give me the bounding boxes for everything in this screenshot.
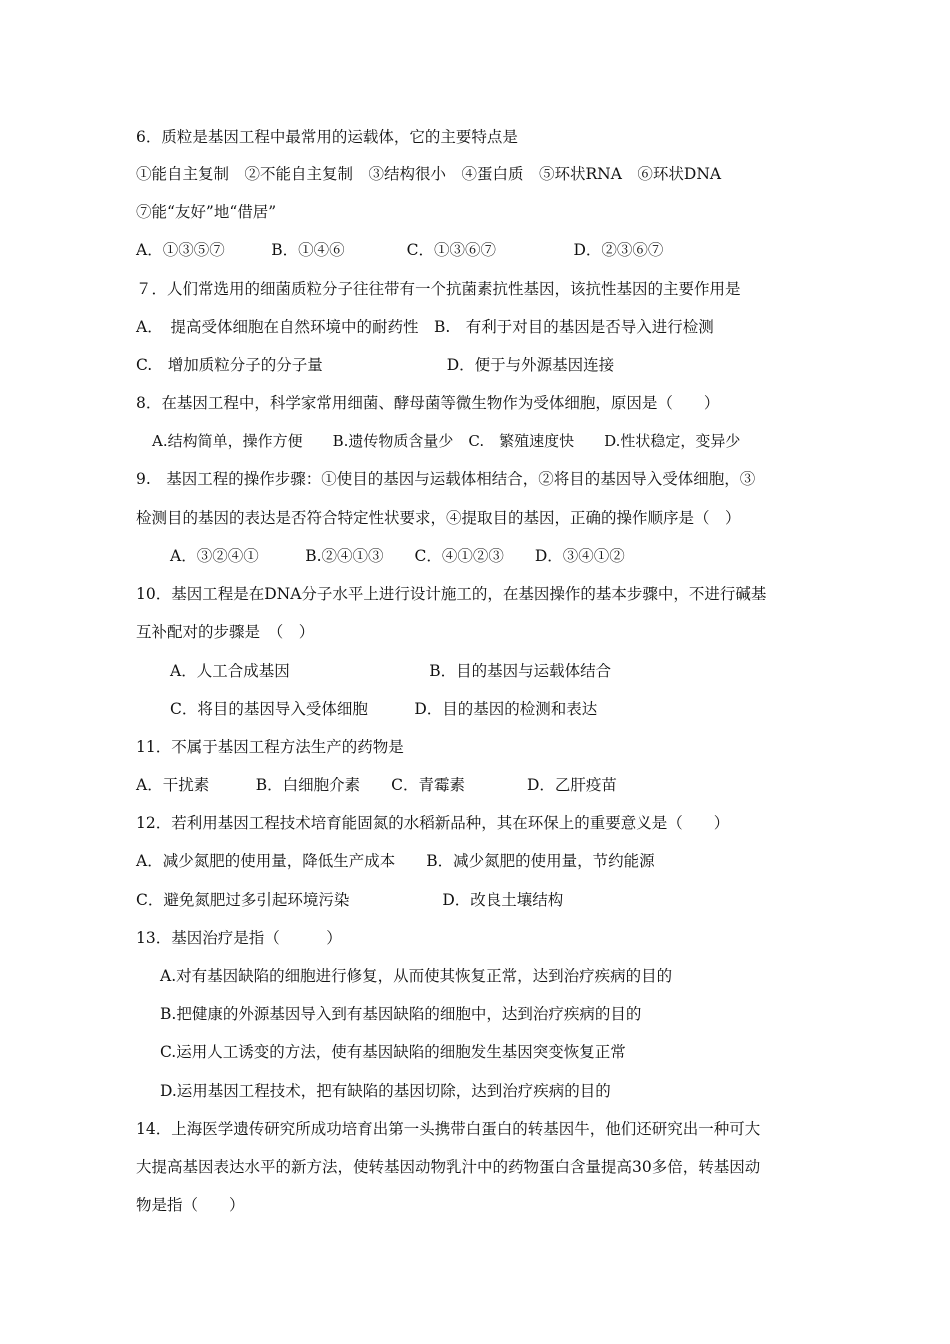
q13-option-a: A.对有基因缺陷的细胞进行修复，从而使其恢复正常，达到治疗疾病的目的: [160, 967, 673, 985]
q6-items-cont: ⑦能“友好”地“借居”: [136, 203, 277, 221]
q7-stem: ７．人们常选用的细菌质粒分子往往带有一个抗菌素抗性基因，该抗性基因的主要作用是: [136, 280, 741, 298]
q6-items: ①能自主复制 ②不能自主复制 ③结构很小 ④蛋白质 ⑤环状RNA ⑥环状DNA: [136, 165, 722, 183]
q12-stem: 12．若利用基因工程技术培育能固氮的水稻新品种，其在环保上的重要意义是（ ）: [136, 814, 730, 832]
q13-option-d: D.运用基因工程技术，把有缺陷的基因切除，达到治疗疾病的目的: [160, 1082, 611, 1100]
q9-stem-line2: 检测目的基因的表达是否符合特定性状要求，④提取目的基因，正确的操作顺序是（ ）: [136, 509, 741, 527]
q14-stem-line3: 物是指（ ）: [136, 1196, 245, 1214]
q10-options-cd: C．将目的基因导入受体细胞 D．目的基因的检测和表达: [170, 700, 598, 718]
q9-options: A．③②④① B.②④①③ C．④①②③ D．③④①②: [170, 547, 625, 565]
q12-options-cd: C．避免氮肥过多引起环境污染 D．改良土壤结构: [136, 891, 564, 909]
q7-options-ab: A． 提高受体细胞在自然环境中的耐药性 B. 有利于对目的基因是否导入进行检测: [136, 318, 714, 336]
q10-stem-line1: 10．基因工程是在DNA分子水平上进行设计施工的，在基因操作的基本步骤中，不进行碱基: [136, 585, 767, 603]
q13-option-b: B.把健康的外源基因导入到有基因缺陷的细胞中，达到治疗疾病的目的: [160, 1005, 642, 1023]
q8-stem: 8．在基因工程中，科学家常用细菌、酵母菌等微生物作为受体细胞，原因是（ ）: [136, 394, 720, 412]
q10-options-ab: A．人工合成基因 B．目的基因与运载体结合: [170, 662, 612, 680]
q13-stem: 13．基因治疗是指（ ）: [136, 929, 342, 947]
q11-stem: 11．不属于基因工程方法生产的药物是: [136, 738, 404, 756]
q8-options: A.结构简单，操作方便 B.遗传物质含量少 C. 繁殖速度快 D.性状稳定，变异少: [152, 432, 741, 450]
q6-stem: 6．质粒是基因工程中最常用的运载体，它的主要特点是: [136, 128, 518, 146]
q13-option-c: C.运用人工诱变的方法，使有基因缺陷的细胞发生基因突变恢复正常: [160, 1043, 626, 1061]
q14-stem-line1: 14．上海医学遗传研究所成功培育出第一头携带白蛋白的转基因牛，他们还研究出一种可大: [136, 1120, 761, 1138]
q11-options: A．干扰素 B．白细胞介素 C．青霉素 D．乙肝疫苗: [136, 776, 617, 794]
q10-stem-line2: 互补配对的步骤是 （ ）: [136, 623, 315, 641]
q14-stem-line2: 大提高基因表达水平的新方法，使转基因动物乳汁中的药物蛋白含量提高30多倍，转基因动: [136, 1158, 761, 1176]
q6-options: A．①③⑤⑦ B．①④⑥ C．①③⑥⑦ D．②③⑥⑦: [136, 241, 664, 259]
q7-options-cd: C. 增加质粒分子的分子量 D．便于与外源基因连接: [136, 356, 615, 374]
q9-stem-line1: 9. 基因工程的操作步骤：①使目的基因与运载体相结合，②将目的基因导入受体细胞，③: [136, 470, 756, 488]
q12-options-ab: A．减少氮肥的使用量，降低生产成本 B．减少氮肥的使用量，节约能源: [136, 852, 655, 870]
